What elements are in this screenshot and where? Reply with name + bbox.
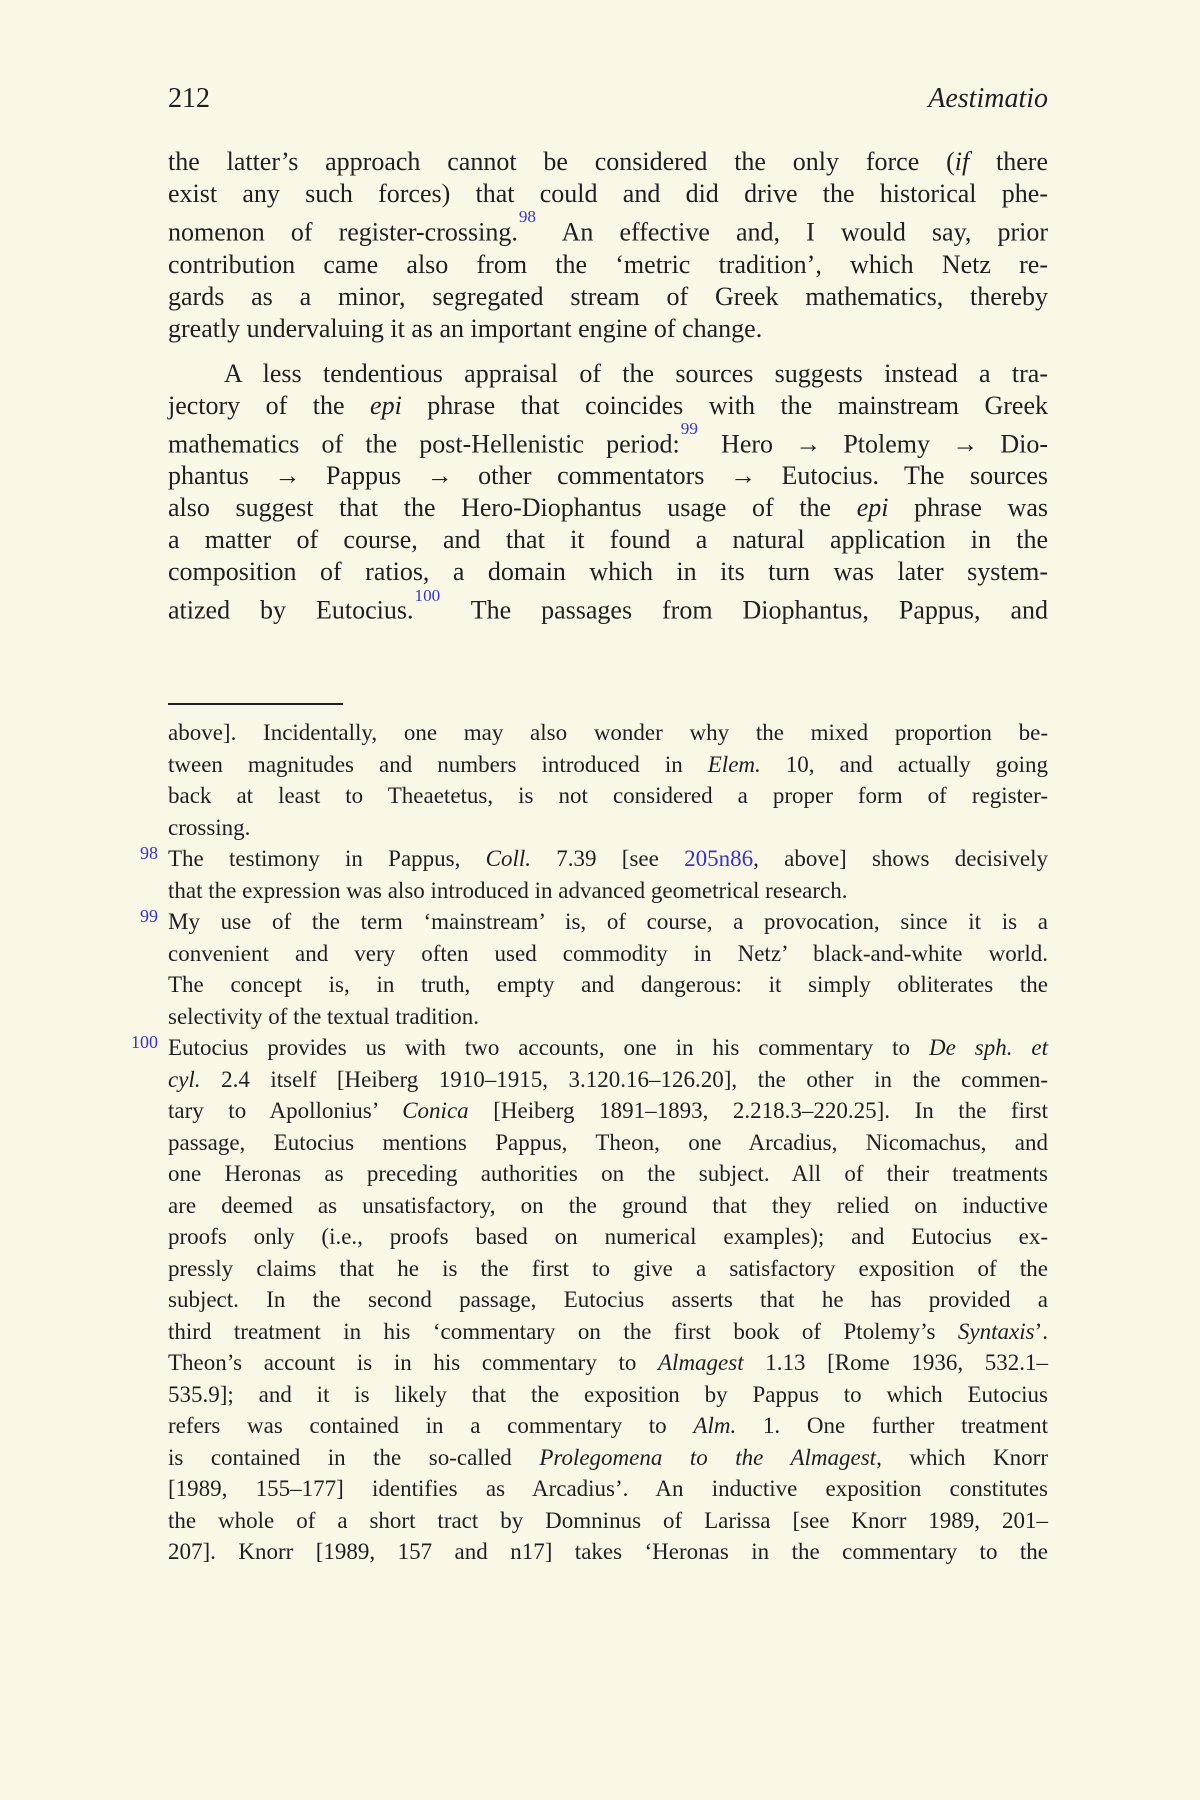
text-line: the whole of a short tract by Domninus of Larissa [see Knorr 1989, 201– — [168, 1507, 1048, 1533]
text-line: above]. Incidentally, one may also wonder why the mixed proportion be- — [168, 720, 1048, 745]
footnote-number[interactable]: 99 — [140, 906, 158, 926]
text-line: nomenon of register-crossing.$^{98}$ An effective and, I would say, prior — [168, 207, 1048, 247]
text-line: a matter of course, and that it found a natural application in the — [168, 525, 1048, 555]
footnotes-block — [131, 717, 1049, 1568]
text-line: 207]. Knorr [1989, 157 and n17] takes ‘Heronas in the commentary to the — [168, 1539, 1048, 1564]
text-line: atized by Eutocius.$^{100}$ The passages from Diophantus, Pappus, and — [168, 585, 1048, 625]
text-line: selectivity of the textual tradition. — [168, 1003, 480, 1029]
paragraph — [168, 146, 1048, 345]
footnote-99 — [140, 906, 1048, 1032]
text-line: one Heronas as preceding authorities on the subject. All of their treatments — [168, 1161, 1048, 1186]
italic-text: epi — [370, 390, 402, 420]
footnote-number[interactable]: 98 — [140, 843, 158, 863]
text-line: mathematics of the post-Hellenistic period:$^{99}$ Hero → Ptolemy → Dio- — [168, 419, 1048, 459]
italic-text: Syntaxis — [957, 1318, 1035, 1344]
text-line: also suggest that the Hero-Diophantus usage of the epi phrase was — [168, 493, 1048, 523]
journal-title: Aestimatio — [928, 83, 1048, 114]
text-line: gards as a minor, segregated stream of Greek mathematics, thereby — [168, 281, 1048, 311]
page-number: 212 — [168, 83, 210, 114]
running-header — [168, 84, 1048, 114]
text-line: Eutocius provides us with two accounts, one in his commentary to De sph. et — [168, 1035, 1048, 1060]
footnote-separator-rule — [168, 703, 343, 705]
italic-text: cyl. — [168, 1066, 201, 1092]
text-line: convenient and very often used commodity in Netz’ black-and-white world. — [168, 940, 1048, 966]
text-line: phantus → Pappus → other commentators → Eutocius. The sources — [168, 461, 1048, 491]
text-line: cyl. 2.4 itself [Heiberg 1910–1915, 3.120.16–126.20], the other in the commen- — [168, 1066, 1048, 1092]
text-line: tween magnitudes and numbers introduced in Elem. 10, and actually going — [168, 751, 1048, 777]
footnote-ref-link[interactable]: 100 — [414, 585, 441, 605]
italic-text: De sph. et — [928, 1035, 1048, 1060]
italic-text: Almagest — [658, 1350, 744, 1375]
footnote-continuation — [168, 717, 1048, 843]
main-text-column — [168, 146, 1048, 627]
text-line: refers was contained in a commentary to Alm. 1. One further treatment — [168, 1413, 1048, 1438]
text-line: pressly claims that he is the first to give a satisfactory exposition of the — [168, 1255, 1048, 1281]
text-line: proofs only (i.e., proofs based on numerical examples); and Eutocius ex- — [168, 1224, 1048, 1249]
text-line: composition of ratios, a domain which in its turn was later system- — [168, 557, 1048, 587]
text-line: are deemed as unsatisfactory, on the ground that they relied on inductive — [168, 1192, 1048, 1218]
text-line: The concept is, in truth, empty and dangerous: it simply obliterates the — [168, 972, 1048, 997]
text-line: contribution came also from the ‘metric tradition’, which Netz re- — [168, 249, 1048, 279]
italic-text: Elem. — [707, 751, 761, 777]
footnote-ref-link[interactable]: 99 — [680, 419, 698, 439]
footnote-98 — [140, 843, 1048, 906]
text-line: the latter’s approach cannot be considered the only force (if there — [168, 147, 1048, 176]
cross-reference-link[interactable]: 205n86 — [684, 846, 754, 871]
italic-text: Alm. — [693, 1413, 737, 1438]
text-line: Theon’s account is in his commentary to Almagest 1.13 [Rome 1936, 532.1– — [168, 1350, 1049, 1375]
text-line: crossing. — [168, 814, 251, 840]
text-line: that the expression was also introduced in advanced geometrical research. — [168, 877, 848, 903]
paragraph — [168, 358, 1048, 627]
text-line: third treatment in his ‘commentary on the first book of Ptolemy’s Syntaxis’. — [168, 1318, 1048, 1344]
text-line: passage, Eutocius mentions Pappus, Theon, one Arcadius, Nicomachus, and — [168, 1129, 1048, 1155]
italic-text: Prolegomena to the Almagest — [539, 1444, 877, 1470]
text-line: greatly undervaluing it as an important engine of change. — [168, 313, 763, 343]
text-line: back at least to Theaetetus, is not considered a proper form of register- — [168, 783, 1048, 808]
text-line: tary to Apollonius’ Conica [Heiberg 1891–1893, 2.218.3–220.25]. In the first — [168, 1098, 1048, 1123]
text-line: The testimony in Pappus, Coll. 7.39 [see 205n86, above] shows decisively — [168, 846, 1048, 871]
text-line: A less tendentious appraisal of the sources suggests instead a tra- — [224, 358, 1048, 388]
text-line: jectory of the epi phrase that coincides with the mainstream Greek — [168, 390, 1048, 420]
footnote-ref-link[interactable]: 98 — [518, 207, 536, 227]
footnote-number[interactable]: 100 — [131, 1032, 158, 1052]
text-line: [1989, 155–177] identifies as Arcadius’. An inductive exposition constitutes — [168, 1476, 1048, 1501]
text-line: 535.9]; and it is likely that the exposition by Pappus to which Eutocius — [168, 1381, 1048, 1407]
italic-text: epi — [856, 493, 889, 523]
footnote-100 — [131, 1032, 1049, 1568]
italic-text: Conica — [402, 1098, 469, 1123]
italic-text: Coll. — [485, 846, 532, 871]
text-line: My use of the term ‘mainstream’ is, of course, a provocation, since it is a — [168, 909, 1048, 934]
text-line: exist any such forces) that could and did drive the historical phe- — [168, 179, 1048, 208]
italic-text: if — [954, 147, 970, 176]
text-line: is contained in the so-called Prolegomena to the Almagest, which Knorr — [168, 1444, 1048, 1470]
text-line: subject. In the second passage, Eutocius asserts that he has provided a — [168, 1287, 1048, 1312]
